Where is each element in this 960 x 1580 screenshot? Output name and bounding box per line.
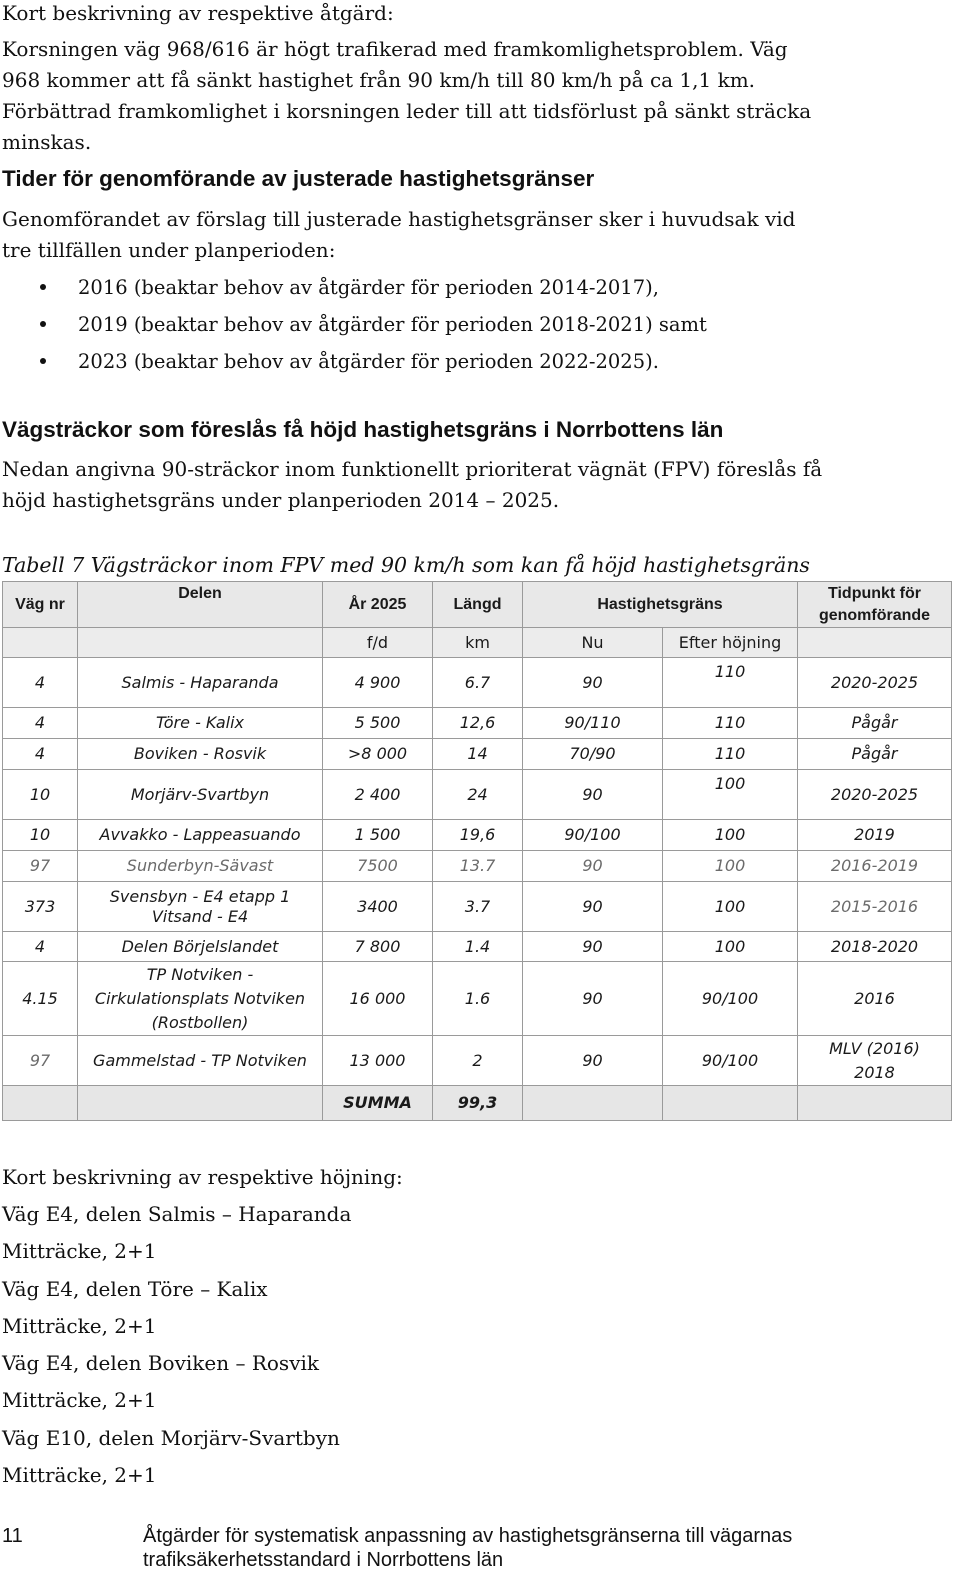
sum-value: 99,3 — [433, 1086, 523, 1121]
table-header-row — [3, 582, 952, 628]
header-ar-2025: År 2025 — [323, 582, 433, 628]
list-item: Mitträcke, 2+1 — [2, 1463, 157, 1487]
subheader-nu: Nu — [523, 628, 663, 658]
list-item: Väg E10, delen Morjärv-Svartbyn — [2, 1426, 340, 1450]
table-subheader-row — [3, 628, 952, 658]
bullet-dot-icon — [40, 358, 46, 364]
bullet-item: 2016 (beaktar behov av åtgärder för perioden 2014-2017), — [0, 272, 707, 309]
list-item: Mitträcke, 2+1 — [2, 1388, 157, 1412]
list-item: Mitträcke, 2+1 — [2, 1239, 157, 1263]
timeline-bullet-list — [0, 272, 707, 383]
header-delen: Delen — [78, 582, 323, 628]
speed-limit-table — [2, 581, 952, 1121]
section2-title: Vägsträckor som föreslås få höjd hastighetsgräns i Norrbottens län — [2, 417, 724, 442]
footer-title: Åtgärder för systematisk anpassning av hastighetsgränserna till vägarnas trafiksäkerhetsstandard i Norrbottens län — [143, 1525, 793, 1571]
intro-paragraph: Korsningen väg 968/616 är högt trafikerad med framkomlighetsproblem. Väg 968 kommer att få sänkt hastighet från 90 km/h till 80 km/h på ca 1,1 km. Förbättrad framkomlighet i korsningen leder till att tidsförlust på sänkt sträcka minskas. — [2, 37, 812, 154]
table-row: 97 Gammelstad - TP Notviken 13 000 2 90 90/100 MLV (2016) 2018 — [3, 1036, 952, 1086]
page-number: 11 — [2, 1525, 23, 1547]
table-row: 4 Töre - Kalix 5 500 12,6 90/110 110 Pågår — [3, 708, 952, 739]
table-row: 4.15 TP Notviken - Cirkulationsplats Notviken (Rostbollen) 16 000 1.6 90 90/100 2016 — [3, 962, 952, 1036]
list-item: Mitträcke, 2+1 — [2, 1314, 157, 1338]
list-item: Väg E4, delen Boviken – Rosvik — [2, 1351, 320, 1375]
header-vag-nr: Väg nr — [3, 582, 78, 628]
table-row: 97 Sunderbyn-Sävast 7500 13.7 90 100 2016-2019 — [3, 851, 952, 882]
header-hastighetsgrans: Hastighetsgräns — [523, 582, 798, 628]
bullet-item: 2023 (beaktar behov av åtgärder för perioden 2022-2025). — [0, 346, 707, 383]
table-row: 10 Morjärv-Svartbyn 2 400 24 90 100 2020-2025 — [3, 770, 952, 820]
list-item: Väg E4, delen Töre – Kalix — [2, 1277, 268, 1301]
bullet-item: 2019 (beaktar behov av åtgärder för perioden 2018-2021) samt — [0, 309, 707, 346]
subheader-efter: Efter höjning — [663, 628, 798, 658]
table-row: 4 Salmis - Haparanda 4 900 6.7 90 110 2020-2025 — [3, 658, 952, 708]
table-caption: Tabell 7 Vägsträckor inom FPV med 90 km/h som kan få höjd hastighetsgräns — [2, 553, 810, 577]
header-langd: Längd — [433, 582, 523, 628]
section1-title: Tider för genomförande av justerade hastighetsgränser — [2, 166, 595, 191]
bottom-heading: Kort beskrivning av respektive höjning: — [2, 1165, 403, 1189]
bullet-dot-icon — [40, 321, 46, 327]
table-row: 373 Svensbyn - E4 etapp 1 Vitsand - E4 3400 3.7 90 100 2015-2016 — [3, 882, 952, 932]
sum-label: SUMMA — [323, 1086, 433, 1121]
intro-heading: Kort beskrivning av respektive åtgärd: — [2, 1, 394, 25]
section2-paragraph: Nedan angivna 90-sträckor inom funktionellt prioriterat vägnät (FPV) föreslås få höjd hastighetsgräns under planperioden 2014 – 2025. — [2, 457, 823, 512]
table-sum-row — [3, 1086, 952, 1121]
list-item: Väg E4, delen Salmis – Haparanda — [2, 1202, 352, 1226]
table-row: 4 Delen Börjelslandet 7 800 1.4 90 100 2018-2020 — [3, 932, 952, 962]
section1-paragraph: Genomförandet av förslag till justerade hastighetsgränser sker i huvudsak vid tre tillfällen under planperioden: — [2, 207, 796, 262]
table-row: 4 Boviken - Rosvik >8 000 14 70/90 110 Pågår — [3, 739, 952, 770]
subheader-fd: f/d — [323, 628, 433, 658]
header-tidpunkt: Tidpunkt för genomförande — [798, 582, 952, 628]
bullet-dot-icon — [40, 284, 46, 290]
table-row: 10 Avvakko - Lappeasuando 1 500 19,6 90/100 100 2019 — [3, 820, 952, 851]
subheader-km: km — [433, 628, 523, 658]
